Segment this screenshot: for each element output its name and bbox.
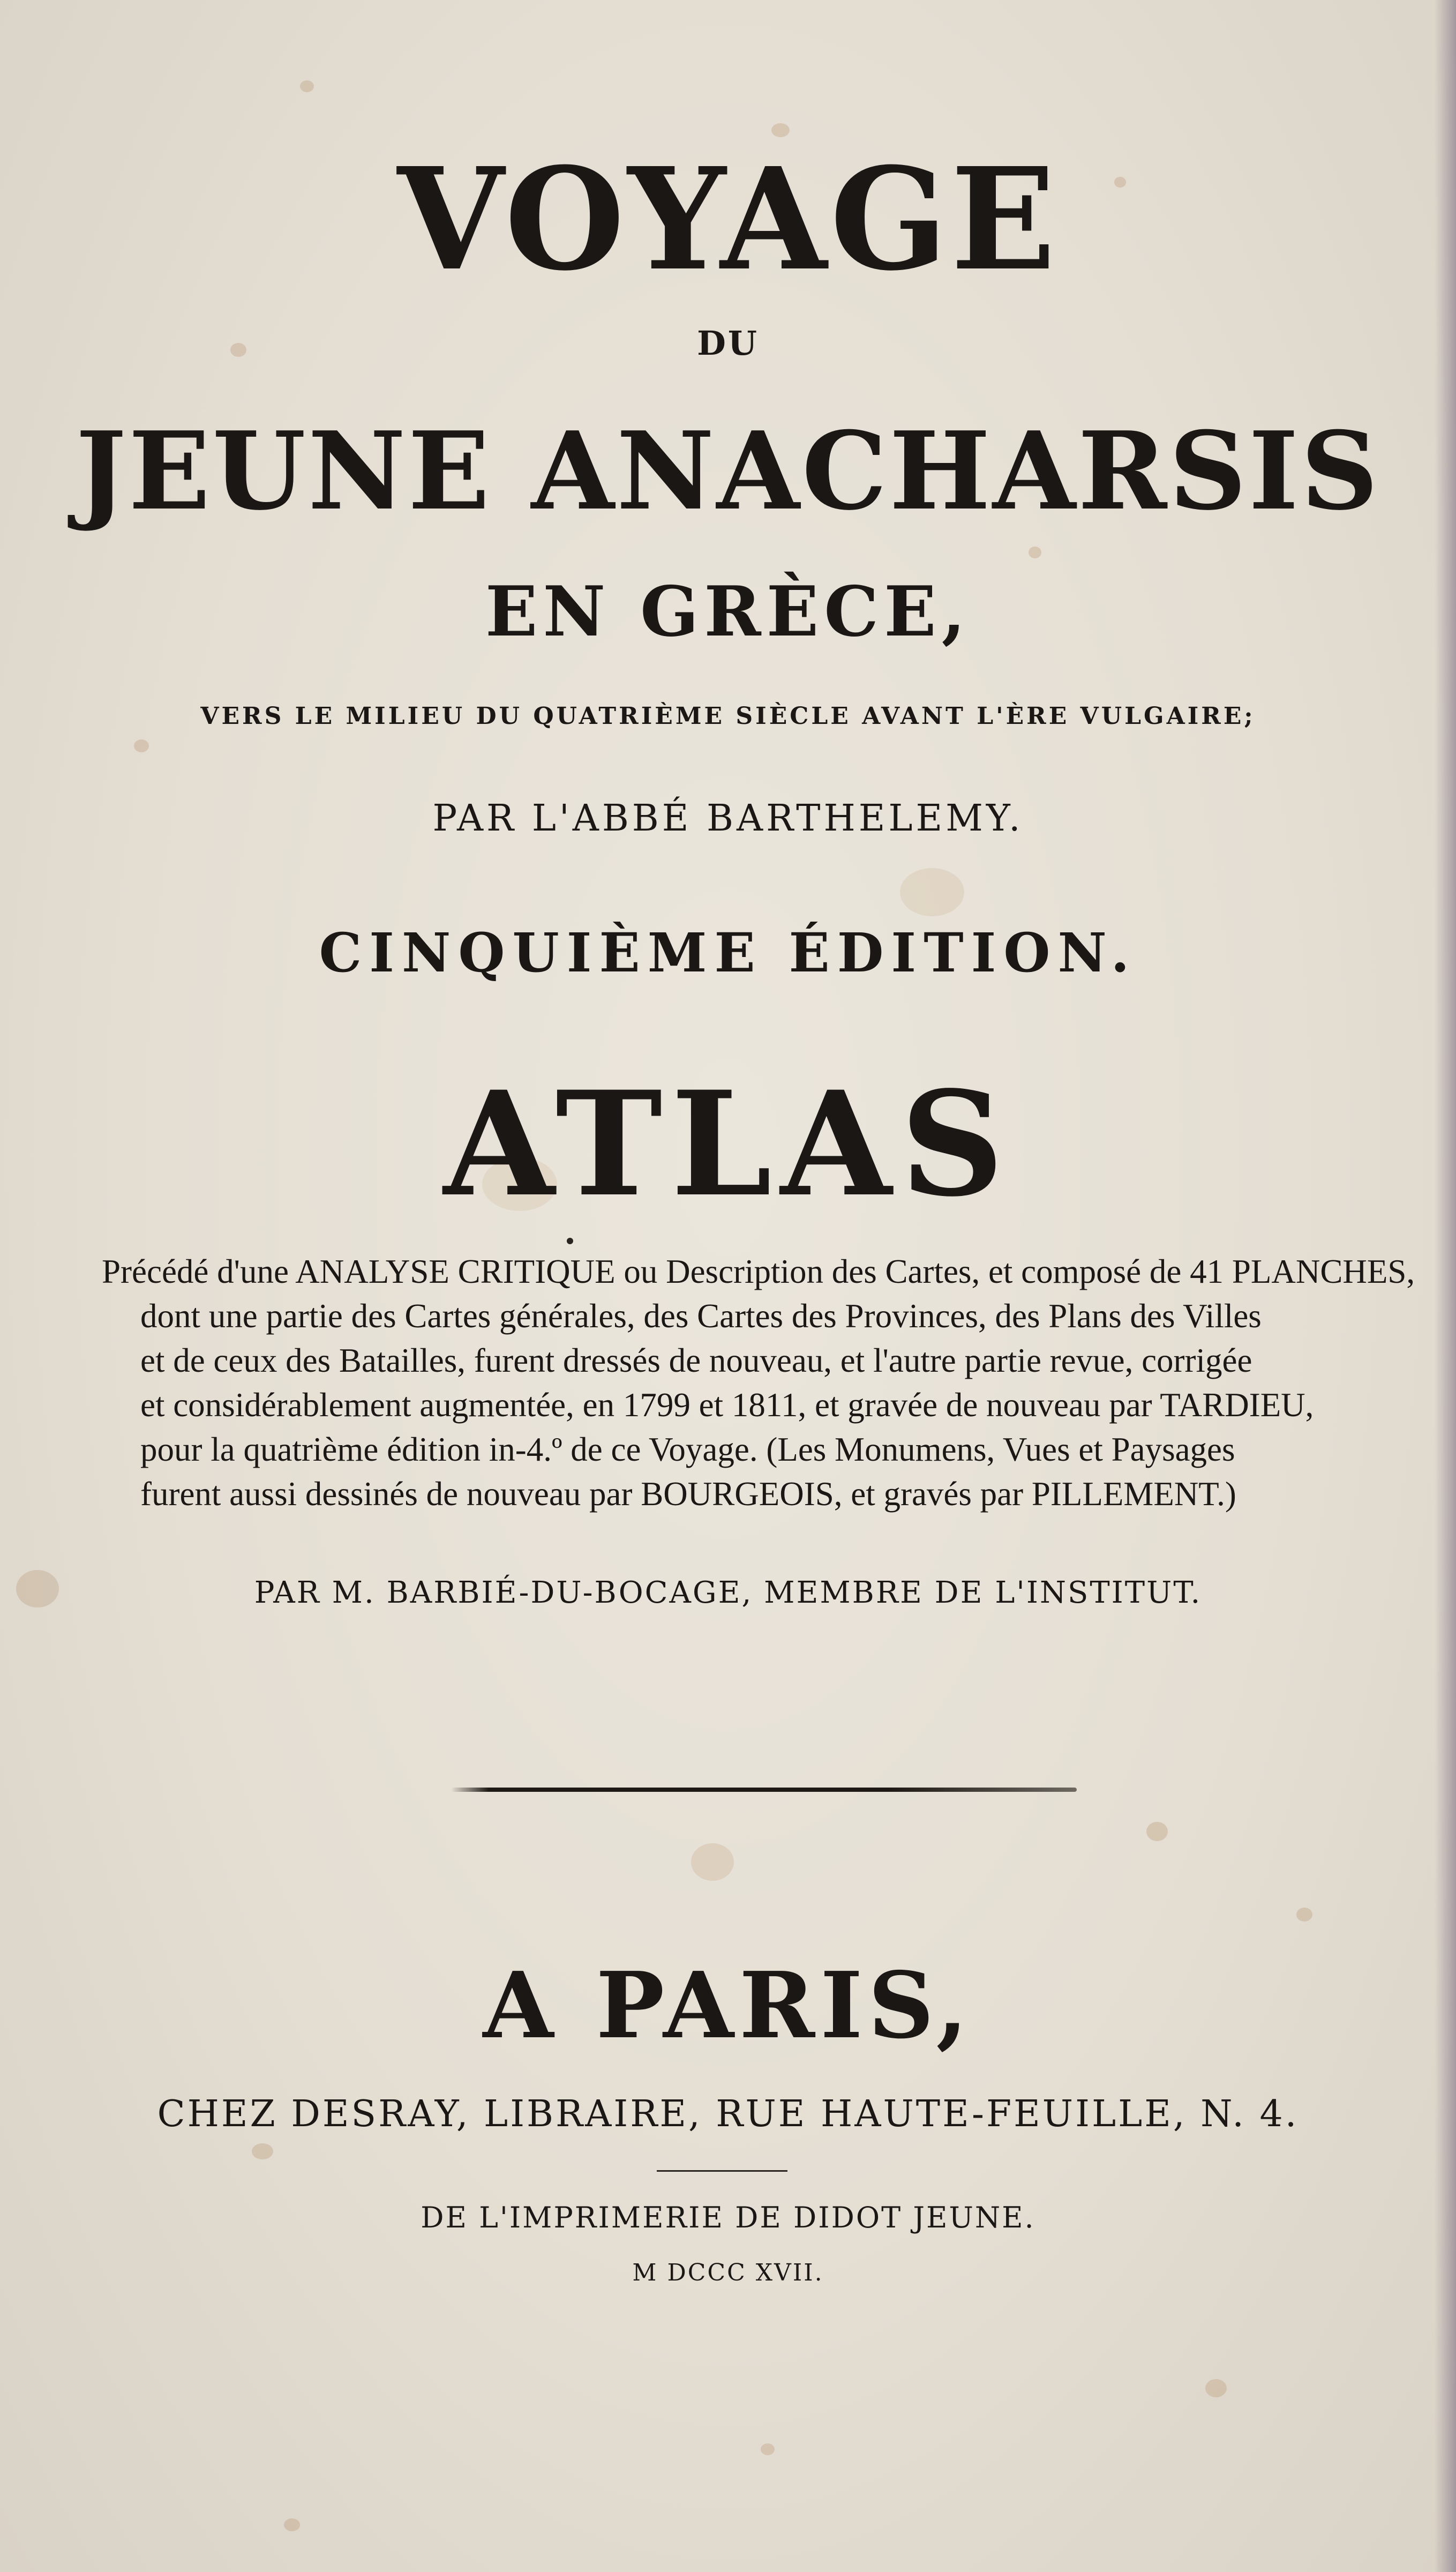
stain: [252, 2143, 273, 2159]
author-line: PAR L'ABBÉ BARTHELEMY.: [432, 797, 1024, 840]
description-line: pour la quatrième édition in-4.º de ce Voyage. (Les Monumens, Vues et Paysages: [140, 1431, 1235, 1468]
short-rule: [657, 2170, 787, 2172]
stain: [761, 2443, 775, 2455]
title-jeune-anacharsis: JEUNE ANACHARSIS: [76, 408, 1380, 534]
byline: PAR M. BARBIÉ-DU-BOCAGE, MEMBRE DE L'INSTITUT.: [254, 1575, 1202, 1610]
stain: [1029, 547, 1041, 558]
edition-line: CINQUIÈME ÉDITION.: [319, 921, 1137, 984]
stain: [771, 123, 790, 137]
stain: [691, 1843, 734, 1881]
title-voyage: VOYAGE: [397, 137, 1059, 302]
stain: [1146, 1822, 1168, 1841]
subtitle: VERS LE MILIEU DU QUATRIÈME SIÈCLE AVANT L'ÈRE VULGAIRE;: [200, 702, 1256, 730]
description-line: dont une partie des Cartes générales, des Cartes des Provinces, des Plans des Villes: [140, 1297, 1262, 1335]
stain: [1296, 1908, 1312, 1921]
stain: [134, 739, 149, 752]
stain: [284, 2518, 300, 2531]
description-line: et de ceux des Batailles, furent dressés de nouveau, et l'autre partie revue, corrigée: [140, 1342, 1252, 1379]
imprint-date: M DCCC XVII.: [632, 2259, 824, 2286]
ornament-dot: [567, 1238, 573, 1244]
divider-rule: [451, 1788, 1077, 1792]
imprint-printer: DE L'IMPRIMERIE DE DIDOT JEUNE.: [421, 2201, 1035, 2234]
title-du: DU: [697, 324, 759, 363]
title-en-grece: EN GRÈCE,: [485, 572, 971, 652]
description-line: Précédé d'une ANALYSE CRITIQUE ou Description des Cartes, et composé de 41 PLANCHES,: [102, 1253, 1415, 1290]
page-edge-shadow: [1435, 0, 1456, 2572]
description-line: furent aussi dessinés de nouveau par BOURGEOIS, et gravés par PILLEMENT.): [140, 1475, 1236, 1513]
description-line: et considérablement augmentée, en 1799 et 1811, et gravée de nouveau par TARDIEU,: [140, 1386, 1314, 1424]
stain: [1205, 2379, 1227, 2397]
stain: [300, 80, 314, 92]
stain: [900, 868, 964, 916]
imprint-city: A PARIS,: [483, 1952, 973, 2059]
atlas-heading: ATLAS: [443, 1060, 1013, 1229]
imprint-publisher: CHEZ DESRAY, LIBRAIRE, RUE HAUTE-FEUILLE, N. 4.: [157, 2093, 1299, 2135]
